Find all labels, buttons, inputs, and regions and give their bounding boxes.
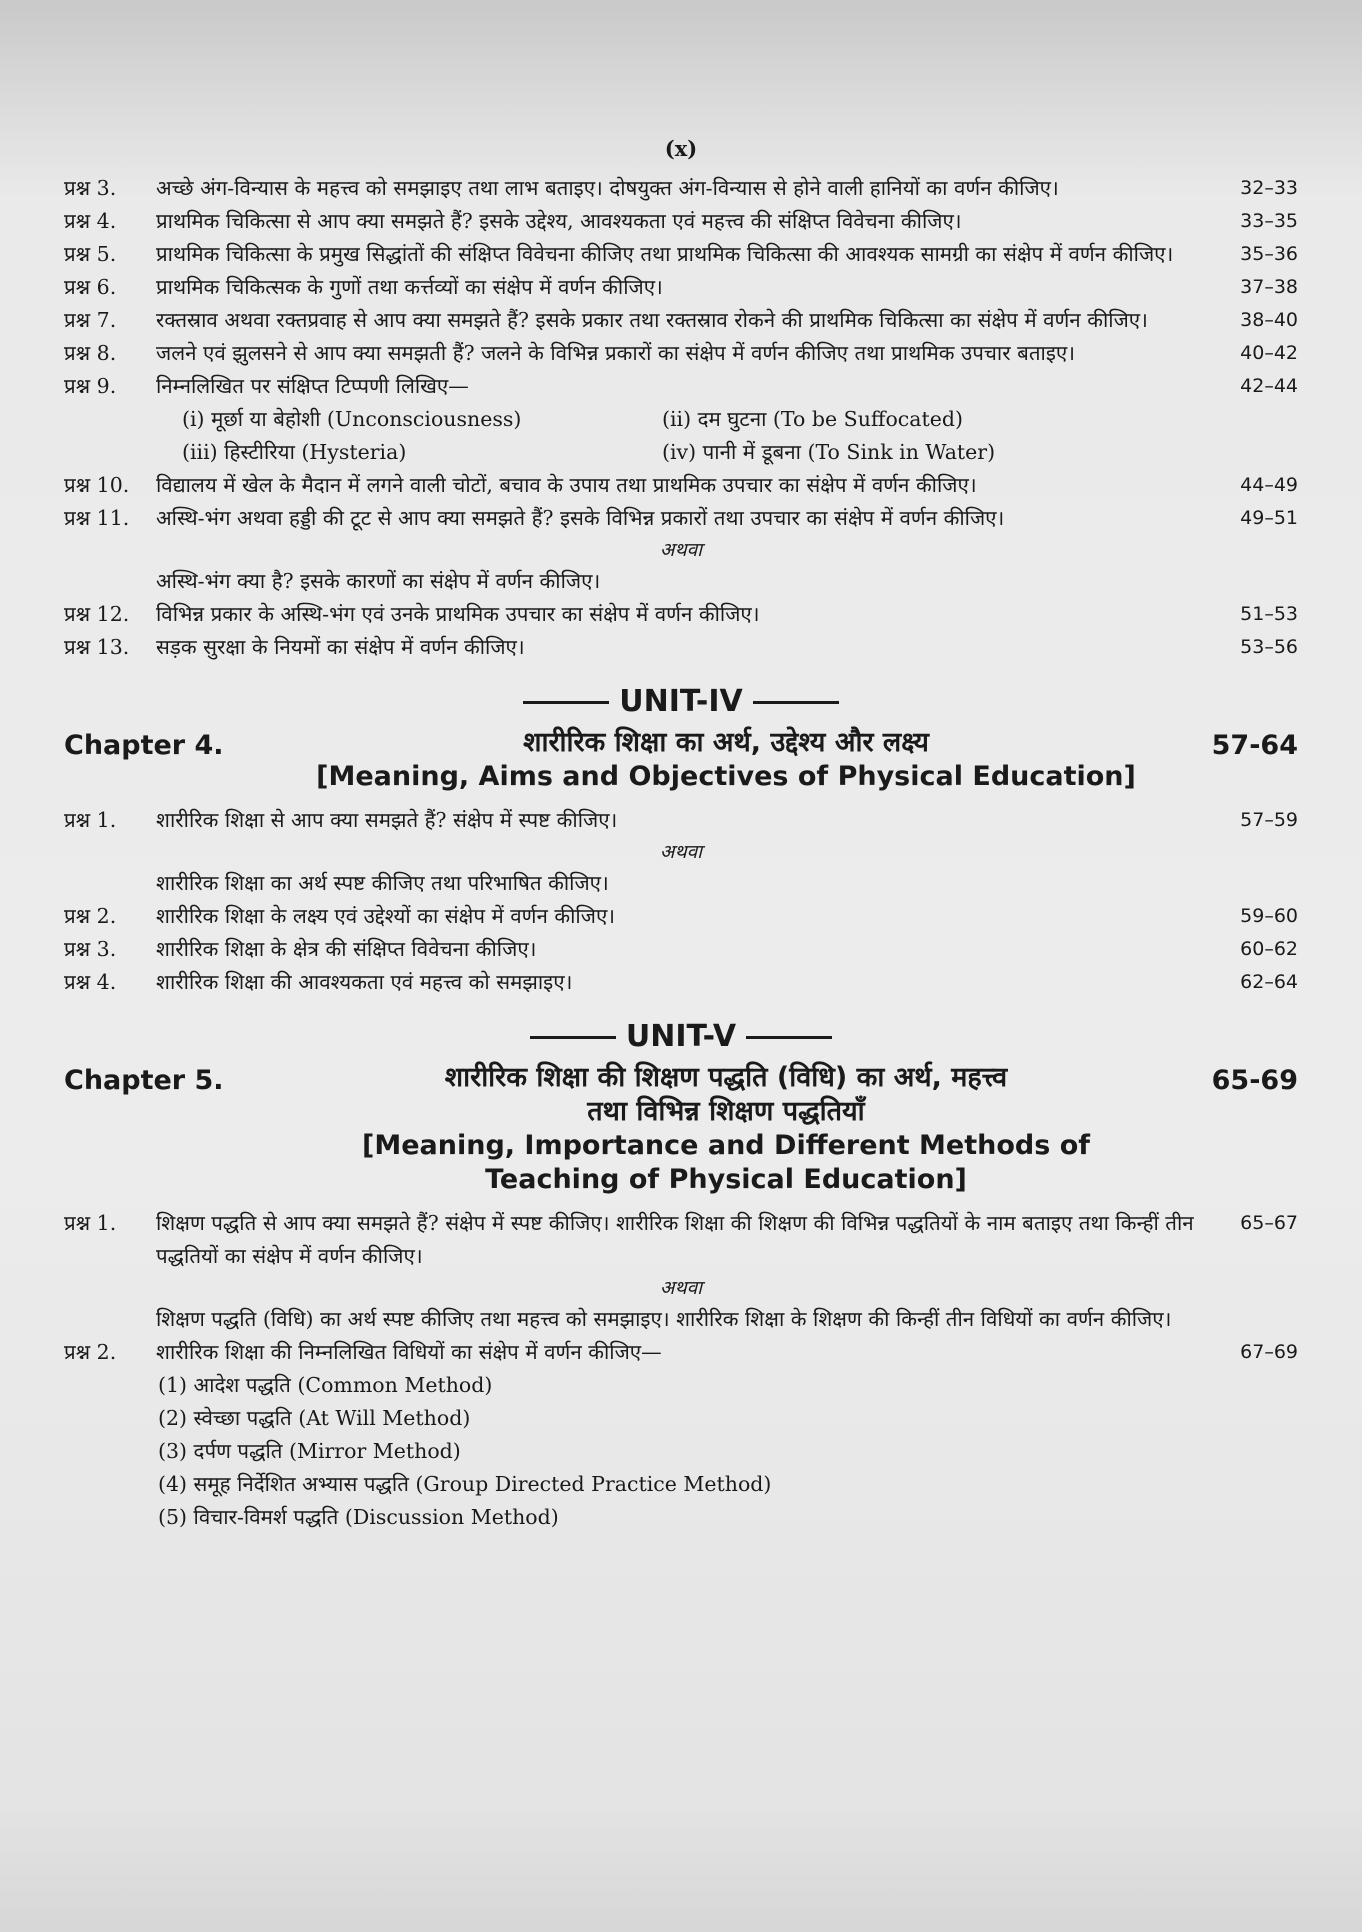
chapter-label: Chapter 5. bbox=[64, 1065, 224, 1096]
page-range: 65–67 bbox=[1240, 1212, 1298, 1234]
question-text: निम्नलिखित पर संक्षिप्त टिप्पणी लिखिए— bbox=[156, 374, 469, 398]
alternate-question: शिक्षण पद्धति (विधि) का अर्थ स्पष्ट कीजिए तथा महत्त्व को समझाइए। शारीरिक शिक्षा के शिक्षण की किन्हीं तीन विधियों का वर्णन कीजिए। bbox=[156, 1307, 1172, 1331]
question-text: विद्यालय में खेल के मैदान में लगने वाली चोटों, बचाव के उपाय तथा प्राथमिक उपचार का संक्षेप में वर्णन कीजिए। bbox=[156, 473, 977, 497]
toc-entry bbox=[64, 1207, 1298, 1273]
question-number: प्रश्न 3. bbox=[64, 176, 117, 200]
page-range: 38–40 bbox=[1240, 309, 1298, 331]
question-text: अच्छे अंग-विन्यास के महत्त्व को समझाइए तथा लाभ बताइए। दोषयुक्त अंग-विन्यास से होने वाली हानियों का वर्णन कीजिए। bbox=[156, 176, 1059, 200]
chapter-title-english-line1: [Meaning, Importance and Different Methods of bbox=[362, 1130, 1090, 1161]
question-text: प्राथमिक चिकित्सा से आप क्या समझते हैं? इसके उद्देश्य, आवश्यकता एवं महत्त्व की संक्षिप्त विवेचना कीजिए। bbox=[156, 209, 962, 233]
toc-entry bbox=[64, 271, 1298, 304]
question-number: प्रश्न 2. bbox=[64, 904, 117, 928]
or-separator: अथवा bbox=[659, 1277, 703, 1299]
question-number: प्रश्न 4. bbox=[64, 970, 117, 994]
question-number: प्रश्न 7. bbox=[64, 308, 117, 332]
chapter-title bbox=[264, 1061, 1188, 1197]
question-text: सड़क सुरक्षा के नियमों का संक्षेप में वर्णन कीजिए। bbox=[156, 635, 525, 659]
list-item: (1) आदेश पद्धति (Common Method) bbox=[158, 1373, 493, 1397]
rule-right bbox=[753, 701, 839, 704]
question-text: विभिन्न प्रकार के अस्थि-भंग एवं उनके प्राथमिक उपचार का संक्षेप में वर्णन कीजिए। bbox=[156, 602, 760, 626]
question-number: प्रश्न 10. bbox=[64, 473, 130, 497]
toc-entry bbox=[64, 337, 1298, 370]
unit-heading bbox=[64, 682, 1298, 722]
or-separator: अथवा bbox=[659, 539, 703, 561]
question-text: प्राथमिक चिकित्सा के प्रमुख सिद्धांतों की संक्षिप्त विवेचना कीजिए तथा प्राथमिक चिकित्सा की आवश्यक सामग्री का संक्षेप में वर्णन कीजिए। bbox=[156, 242, 1174, 266]
chapter-title-hindi: शारीरिक शिक्षा का अर्थ, उद्देश्य और लक्ष्य bbox=[523, 727, 929, 758]
page-range: 44–49 bbox=[1240, 474, 1298, 496]
page-range: 32–33 bbox=[1240, 177, 1298, 199]
toc-entry bbox=[64, 172, 1298, 205]
chapter-title-hindi-line1: शारीरिक शिक्षा की शिक्षण पद्धति (विधि) का अर्थ, महत्त्व bbox=[444, 1062, 1008, 1093]
subitem: (ii) दम घुटना (To be Suffocated) bbox=[662, 407, 963, 431]
toc-entry bbox=[64, 900, 1298, 933]
rule-right bbox=[746, 1036, 832, 1039]
chapter-heading bbox=[64, 1061, 1298, 1197]
question-number: प्रश्न 4. bbox=[64, 209, 117, 233]
question-text: शारीरिक शिक्षा की आवश्यकता एवं महत्त्व को समझाइए। bbox=[156, 970, 573, 994]
question-number: प्रश्न 2. bbox=[64, 1340, 117, 1364]
question-text: रक्तस्राव अथवा रक्तप्रवाह से आप क्या समझते हैं? इसके प्रकार तथा रक्तस्राव रोकने की प्राथमिक चिकित्सा का संक्षेप में वर्णन कीजिए। bbox=[156, 308, 1148, 332]
page-range: 37–38 bbox=[1240, 276, 1298, 298]
page-range: 57–59 bbox=[1240, 809, 1298, 831]
toc-entry bbox=[64, 1336, 1298, 1369]
question-text: शारीरिक शिक्षा के लक्ष्य एवं उद्देश्यों का संक्षेप में वर्णन कीजिए। bbox=[156, 904, 616, 928]
question-number: प्रश्न 13. bbox=[64, 635, 130, 659]
chapter-title-hindi-line2: तथा विभिन्न शिक्षण पद्धतियाँ bbox=[587, 1096, 865, 1127]
alternate-question: अस्थि-भंग क्या है? इसके कारणों का संक्षेप में वर्णन कीजिए। bbox=[156, 569, 601, 593]
toc-entry bbox=[64, 238, 1298, 271]
subitem: (iii) हिस्टीरिया (Hysteria) bbox=[182, 440, 407, 464]
unit-heading bbox=[64, 1017, 1298, 1057]
page-number: (x) bbox=[664, 136, 698, 161]
question-text: अस्थि-भंग अथवा हड्डी की टूट से आप क्या समझते हैं? इसके विभिन्न प्रकारों तथा उपचार का संक्षेप में वर्णन कीजिए। bbox=[156, 506, 1005, 530]
question-text: शारीरिक शिक्षा से आप क्या समझते हैं? संक्षेप में स्पष्ट कीजिए। bbox=[156, 808, 618, 832]
toc-entry bbox=[64, 804, 1298, 837]
chapter-pages: 65-69 bbox=[1211, 1065, 1298, 1096]
toc-entry bbox=[64, 933, 1298, 966]
chapter-title bbox=[264, 726, 1188, 794]
toc-content bbox=[64, 172, 1298, 1534]
page-range: 53–56 bbox=[1240, 636, 1298, 658]
unit-title: UNIT-IV bbox=[619, 684, 743, 719]
chapter-label: Chapter 4. bbox=[64, 730, 224, 761]
chapter-title-english: [Meaning, Aims and Objectives of Physical Education] bbox=[316, 761, 1136, 792]
toc-entry bbox=[64, 966, 1298, 999]
rule-left bbox=[530, 1036, 616, 1039]
chapter-title-english-line2: Teaching of Physical Education] bbox=[485, 1164, 967, 1195]
question-number: प्रश्न 6. bbox=[64, 275, 117, 299]
alternate-question: शारीरिक शिक्षा का अर्थ स्पष्ट कीजिए तथा परिभाषित कीजिए। bbox=[156, 871, 609, 895]
list-item: (4) समूह निर्देशित अभ्यास पद्धति (Group Directed Practice Method) bbox=[158, 1472, 772, 1496]
toc-entry bbox=[64, 205, 1298, 238]
question-number: प्रश्न 3. bbox=[64, 937, 117, 961]
question-text: जलने एवं झुलसने से आप क्या समझती हैं? जलने के विभिन्न प्रकारों का संक्षेप में वर्णन कीजिए तथा प्राथमिक उपचार बताइए। bbox=[156, 341, 1076, 365]
or-separator: अथवा bbox=[659, 841, 703, 863]
question-number: प्रश्न 11. bbox=[64, 506, 130, 530]
rule-left bbox=[523, 701, 609, 704]
toc-entry bbox=[64, 631, 1298, 664]
toc-entry bbox=[64, 370, 1298, 403]
toc-entry bbox=[64, 304, 1298, 337]
page-range: 42–44 bbox=[1240, 375, 1298, 397]
list-item: (2) स्वेच्छा पद्धति (At Will Method) bbox=[158, 1406, 471, 1430]
page-range: 49–51 bbox=[1240, 507, 1298, 529]
page-range: 40–42 bbox=[1240, 342, 1298, 364]
page-shadow bbox=[0, 1802, 1362, 1932]
toc-entry bbox=[64, 469, 1298, 502]
page-range: 60–62 bbox=[1240, 938, 1298, 960]
question-number: प्रश्न 8. bbox=[64, 341, 117, 365]
question-text: प्राथमिक चिकित्सक के गुणों तथा कर्त्तव्यों का संक्षेप में वर्णन कीजिए। bbox=[156, 275, 663, 299]
question-number: प्रश्न 1. bbox=[64, 1211, 117, 1235]
page-range: 67–69 bbox=[1240, 1341, 1298, 1363]
list-item: (3) दर्पण पद्धति (Mirror Method) bbox=[158, 1439, 461, 1463]
page-range: 35–36 bbox=[1240, 243, 1298, 265]
page-range: 33–35 bbox=[1240, 210, 1298, 232]
chapter-heading bbox=[64, 726, 1298, 794]
page-range: 59–60 bbox=[1240, 905, 1298, 927]
question-text: शारीरिक शिक्षा के क्षेत्र की संक्षिप्त विवेचना कीजिए। bbox=[156, 937, 537, 961]
page-range: 62–64 bbox=[1240, 971, 1298, 993]
page-range: 51–53 bbox=[1240, 603, 1298, 625]
list-item: (5) विचार-विमर्श पद्धति (Discussion Method) bbox=[158, 1505, 559, 1529]
q9-subitems bbox=[182, 403, 1298, 469]
question-text: शारीरिक शिक्षा की निम्नलिखित विधियों का संक्षेप में वर्णन कीजिए— bbox=[156, 1340, 662, 1364]
question-text: शिक्षण पद्धति से आप क्या समझते हैं? संक्षेप में स्पष्ट कीजिए। शारीरिक शिक्षा की शिक्षण की विभिन्न पद्धतियों के नाम बताइए तथा किन्हीं तीन पद्धतियों का संक्षेप में वर्णन कीजिए। bbox=[156, 1211, 1194, 1268]
unit-title: UNIT-V bbox=[625, 1019, 737, 1054]
question-number: प्रश्न 1. bbox=[64, 808, 117, 832]
method-list bbox=[158, 1369, 1298, 1534]
question-number: प्रश्न 12. bbox=[64, 602, 130, 626]
question-number: प्रश्न 9. bbox=[64, 374, 117, 398]
subitem: (i) मूर्छा या बेहोशी (Unconsciousness) bbox=[182, 407, 522, 431]
toc-entry bbox=[64, 502, 1298, 535]
question-number: प्रश्न 5. bbox=[64, 242, 117, 266]
toc-entry bbox=[64, 598, 1298, 631]
subitem: (iv) पानी में डूबना (To Sink in Water) bbox=[662, 440, 996, 464]
chapter-pages: 57-64 bbox=[1211, 730, 1298, 761]
